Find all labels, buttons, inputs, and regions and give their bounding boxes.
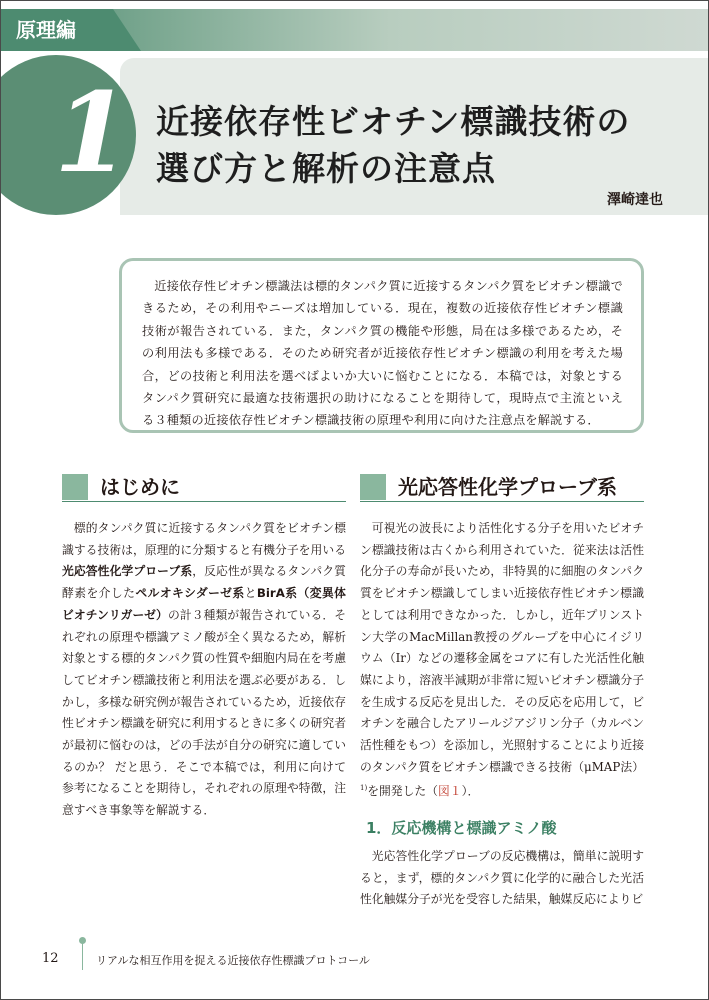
author-name: 澤崎達也 xyxy=(607,192,663,208)
reference-superscript: 1) xyxy=(360,784,368,793)
heading-square-icon xyxy=(360,474,386,500)
bold-term: ペルオキシダーゼ系 xyxy=(135,586,245,601)
intro-paragraph xyxy=(62,518,346,822)
heading-text: はじめに xyxy=(100,475,180,499)
text-run: ，反応性が異なるタンパク質酵素を介した xyxy=(62,564,346,601)
photo-paragraph-2: 光応答性化学プローブの反応機構は，簡単に説明すると，まず，標的タンパク質に化学的に融合した光活性化触媒分子が光を受容した結果，触媒反応によりビ xyxy=(360,849,644,907)
running-title: リアルな相互作用を捉える近接依存性標識プロトコール xyxy=(96,954,370,967)
text-run: を開発した（ xyxy=(367,784,438,799)
title-line-2: 選び方と解析の注意点 xyxy=(156,149,496,188)
photo-paragraph-1 xyxy=(360,518,644,803)
page-number: 12 xyxy=(42,951,59,966)
text-run: 可視光の波長により活性化する分子を用いたビオチン標識技術は古くから利用されていた．従来法は活性化分子の寿命が長いため，非特異的に細胞のタンパク質をビオチン標識してしまい近接依存性ビオチン標識としては利用できなかった．しかし，近年プリンストン大学のMacMillan教授のグループを中心にイジリウム（Ir）などの遷移金属をコアに有した光活性化触媒により，溶液半減期が非常に短いビオチン標識分子を生成する反応を見出した．その反応を応用して，ビオチンを融合したアリールジアジリン分子（カルベン活性種をもつ）を添加し，光照射することにより近接のタンパク質をビオチン標識できる技術（μMAP法） xyxy=(360,521,644,774)
abstract-text: 近接依存性ビオチン標識法は標的タンパク質に近接するタンパク質をビオチン標識できるため，その利用やニーズは増加している．現在，複数の近接依存性ビオチン標識技術が報告されている．また，タンパク質の機能や形態，局在は多様であるため，その利用法も多様である．そのため研究者が近接依存性ビオチン標識の利用を考えた場合，どの技術と利用法を選べばよいか大いに悩むことになる．本稿では，対象とするタンパク質研究に最適な技術選択の助けになることを期待して，現時点で主流といえる３種類の近接依存性ビオチン標識技術の原理や利用に向けた注意点を解説する． xyxy=(142,279,623,428)
bold-term: 光応答性化学プローブ系 xyxy=(62,564,193,579)
abstract-box xyxy=(119,258,644,433)
subsection-heading: 1．反応機構と標識アミノ酸 xyxy=(366,819,557,838)
text-run: 標的タンパク質に近接するタンパク質をビオチン標識する技術は，原理的に分類すると有機分子を用いる xyxy=(62,521,346,557)
heading-text: 光応答性化学プローブ系 xyxy=(398,475,617,499)
text-run: ）． xyxy=(461,784,480,799)
figure-reference-link[interactable]: 図１ xyxy=(437,784,462,799)
section-heading-intro xyxy=(62,474,346,502)
footer-divider xyxy=(82,940,83,970)
chapter-number: 1 xyxy=(54,68,131,197)
section-heading-photo xyxy=(360,474,644,502)
text-run: と xyxy=(244,586,257,601)
section-label: 原理編 xyxy=(16,18,76,42)
right-column xyxy=(360,474,644,911)
title-line-1: 近接依存性ビオチン標識技術の xyxy=(156,102,631,141)
left-column xyxy=(62,474,346,822)
text-run: の計３種類が報告されている．それぞれの原理や標識アミノ酸が全く異なるため，解析対象とする標的タンパク質の性質や細胞内局在を考慮してビオチン標識技術と利用法を選ぶ必要がある．しかし，多様な研究例が報告されているため，近接依存性ビオチン標識を研究に利用するときに多くの研究者が最初に悩むのは，どの手法が自分の研究に適しているのか？ だと思う．そこで本稿では，利用に向けて参考になることを期待し，それぞれの原理や特徴，注意すべき事象等を解説する． xyxy=(62,607,346,818)
bold-term: BirA系（変異体ビオチンリガーゼ） xyxy=(62,586,346,622)
heading-square-icon xyxy=(62,474,88,500)
